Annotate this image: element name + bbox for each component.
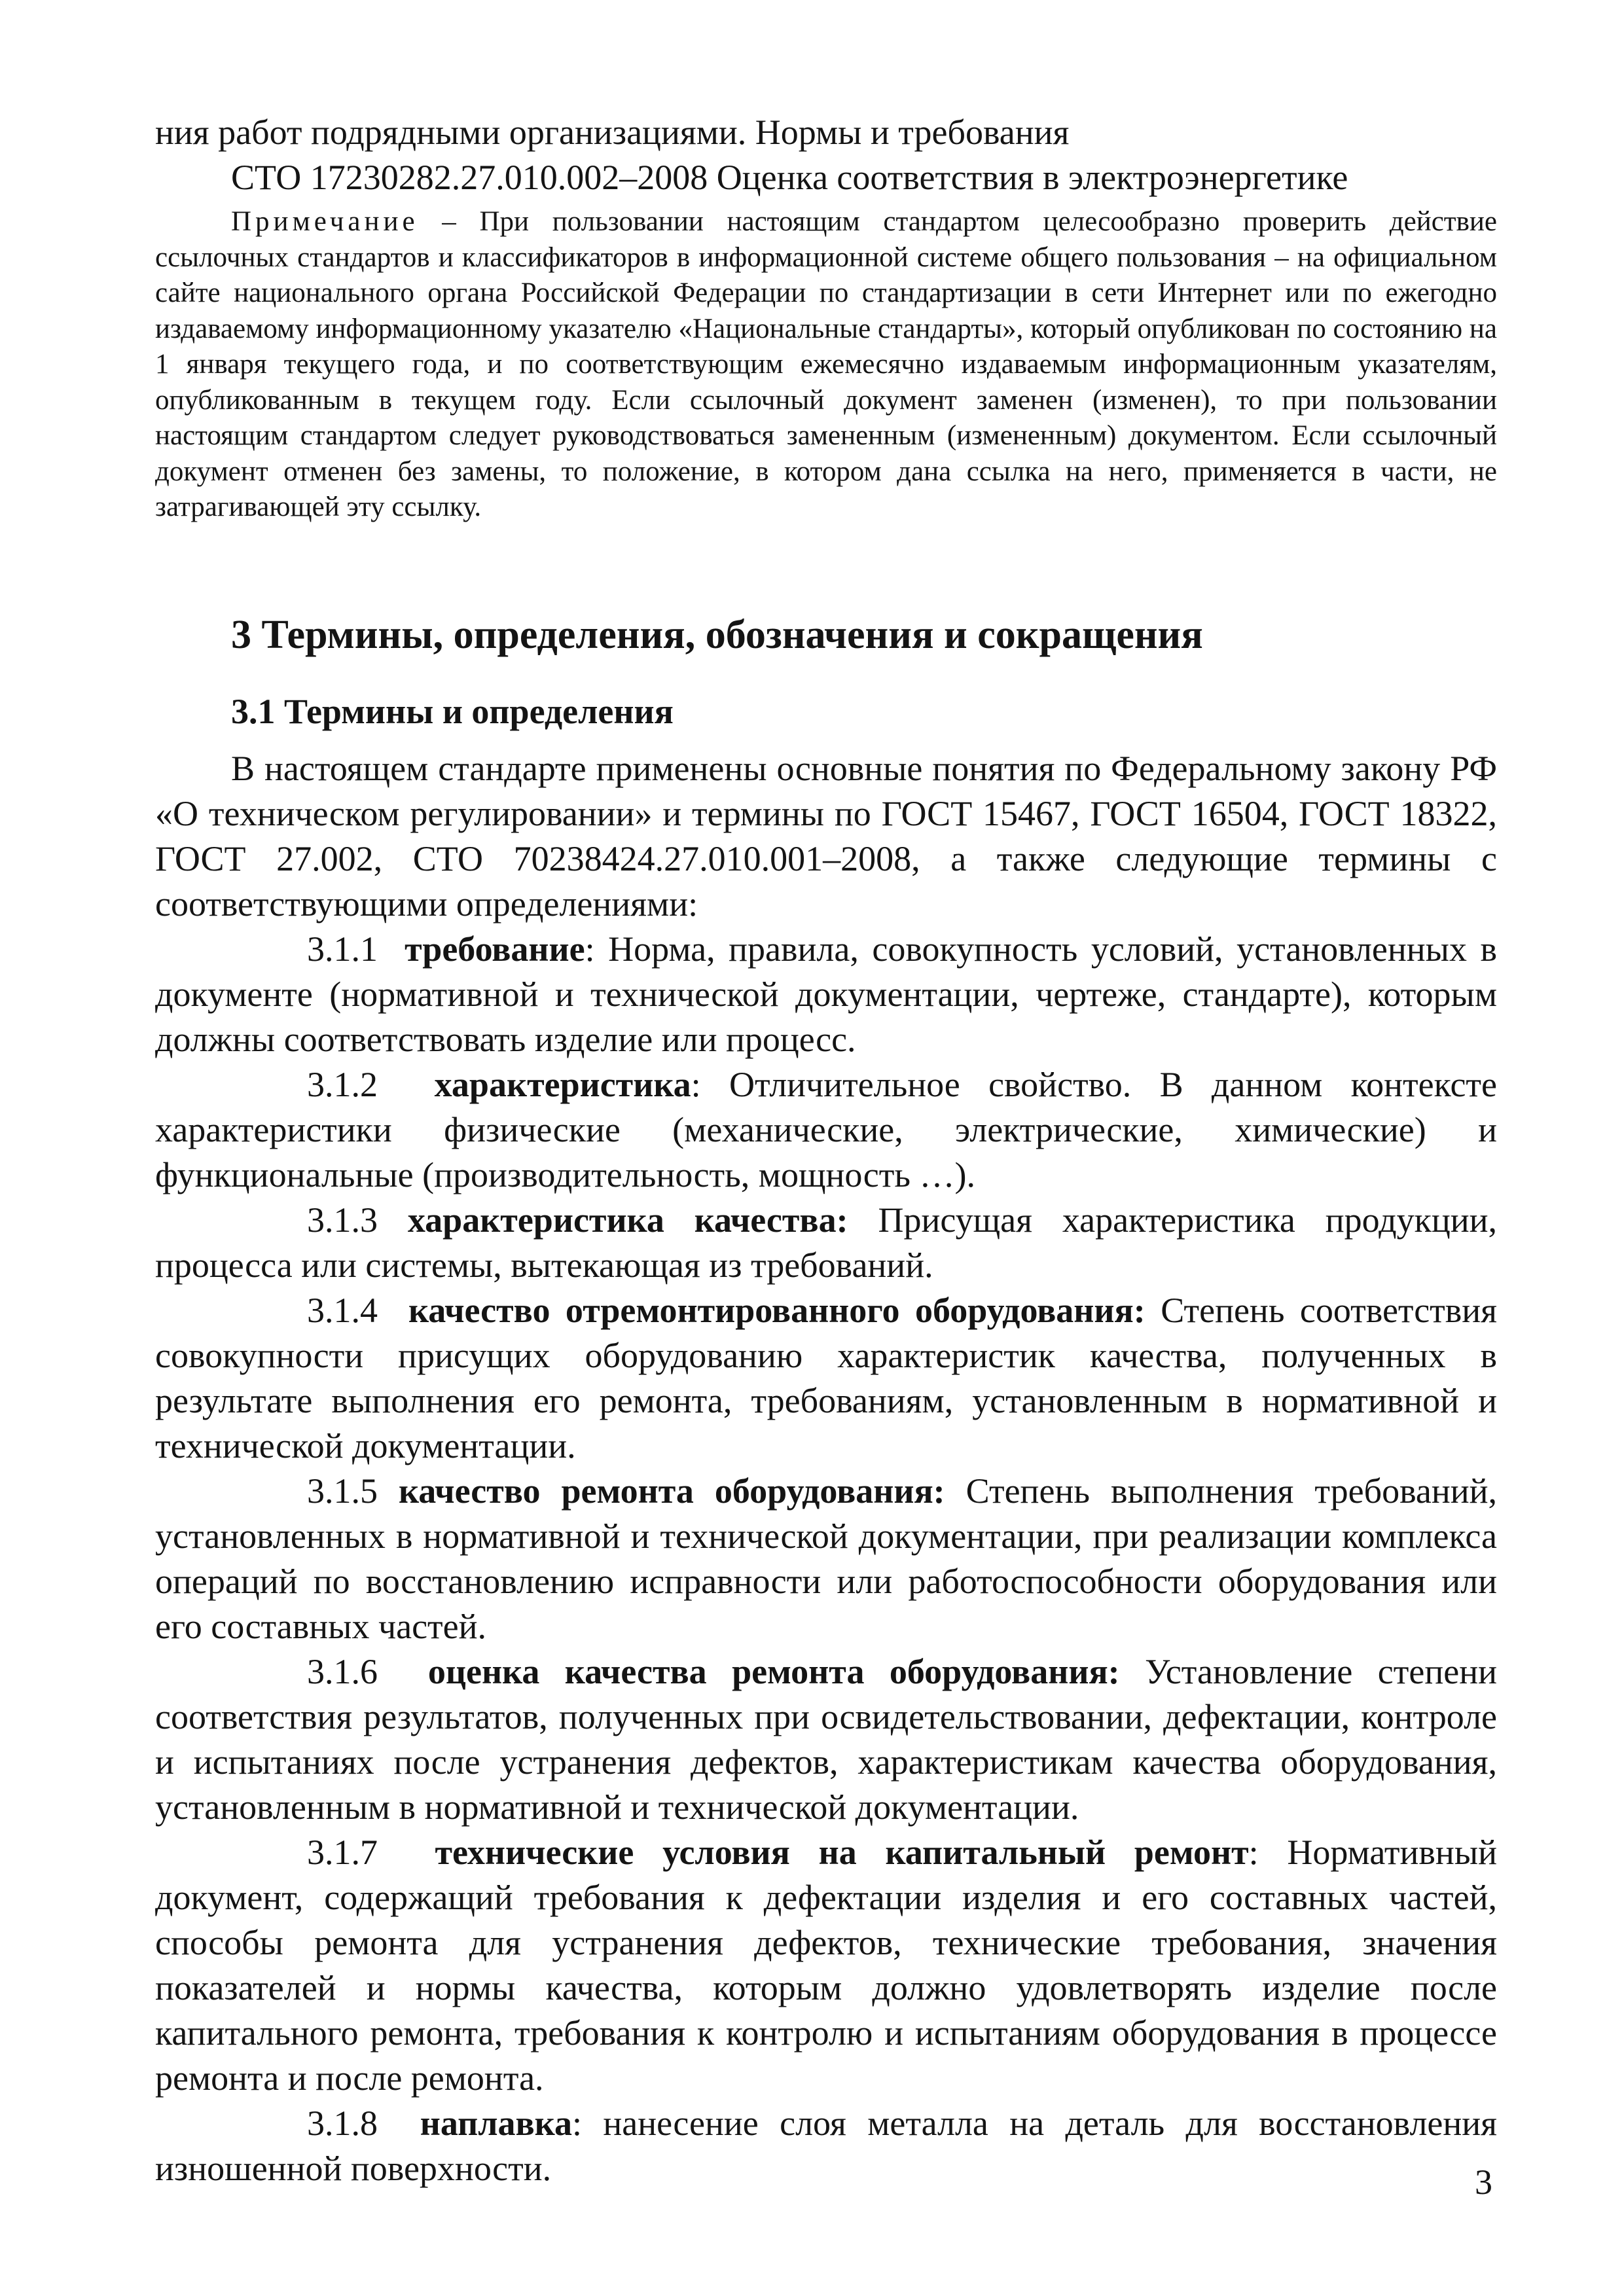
term-3-1-6 (155, 1649, 1497, 1830)
term-3-1-8 (155, 2101, 1497, 2191)
term-3-1-4 (155, 1288, 1497, 1469)
term-number: 3.1.2 (307, 1065, 378, 1104)
term-3-1-1 (155, 927, 1497, 1062)
term-definition: : Нормативный документ, содержащий требования к дефектации изделия и его составных частей, способы ремонта для устранения дефектов, технические требования, значения показателей и нормы качества, которым должно удовлетворять изделие после капитального ремонта, требования к контролю и испытаниям оборудования в процессе ремонта и после ремонта. (155, 1833, 1497, 2098)
term-3-1-5 (155, 1469, 1497, 1649)
term-definition: Степень соответствия совокупности присущих оборудованию характеристик качества, полученных в результате выполнения его ремонта, требованиям, установленным в нормативной и технической документации. (155, 1291, 1497, 1465)
term-number: 3.1.7 (307, 1833, 378, 1872)
term-definition: : Отличительное свойство. В данном контексте характеристики физические (механические, электрические, химические) и функциональные (производительность, мощность …). (155, 1065, 1498, 1194)
section-body (155, 746, 1497, 2191)
term-number: 3.1.3 (307, 1200, 378, 1240)
term-name: технические условия на капитальный ремонт (435, 1833, 1249, 1872)
term-name: характеристика качества: (407, 1200, 848, 1240)
section-title: 3 Термины, определения, обозначения и сокращения (231, 613, 1203, 657)
term-name: качество ремонта оборудования: (399, 1471, 945, 1511)
note-text: – При пользовании настоящим стандартом целесообразно проверить действие ссылочных стандартов и классификаторов в информационной системе общего пользования – на официальном сайте национального органа Российской Федерации по стандартизации в сети Интернет или по ежегодно издаваемому информационному указателю «Национальные стандарты», который опубликован по состоянию на 1 января текущего года, и по соответствующим ежемесячно издаваемым информационным указателям, опубликованным в текущем году. Если ссылочный документ заменен (изменен), то при пользовании настоящим стандартом следует руководствоваться замененным (измененным) документом. Если ссылочный документ отменен без замены, то положение, в котором дана ссылка на него, применяется в части, не затрагивающей эту ссылку. (155, 206, 1497, 522)
page-number: 3 (1475, 2162, 1492, 2202)
term-3-1-3 (155, 1198, 1497, 1288)
term-definition: Степень выполнения требований, установленных в нормативной и технической документации, при реализации комплекса операций по восстановлению исправности или работоспособности оборудования или его составных частей. (155, 1471, 1498, 1646)
term-definition: : Норма, правила, совокупность условий, установленных в документе (нормативной и технической документации, чертеже, стандарте), которым должны соответствовать изделие или процесс. (155, 929, 1498, 1059)
subsection-title: 3.1 Термины и определения (231, 692, 674, 731)
term-number: 3.1.4 (307, 1291, 378, 1330)
term-definition: Присущая характеристика продукции, процесса или системы, вытекающая из требований. (155, 1200, 1498, 1285)
term-3-1-7 (155, 1830, 1497, 2101)
term-definition: Установление степени соответствия результатов, полученных при освидетельствовании, дефектации, контроле и испытаниях после устранения дефектов, характеристикам качества оборудования, установленным в нормативной и технической документации. (155, 1652, 1497, 1827)
term-definition: : нанесение слоя металла на деталь для восстановления изношенной поверхности. (155, 2104, 1498, 2188)
term-number: 3.1.8 (307, 2104, 378, 2143)
term-name: оценка качества ремонта оборудования: (427, 1652, 1120, 1691)
term-number: 3.1.1 (307, 929, 378, 969)
continued-reference-line: ния работ подрядными организациями. Нормы и требования (155, 113, 1070, 152)
term-number: 3.1.5 (307, 1471, 378, 1511)
reference-sto-line: СТО 17230282.27.010.002–2008 Оценка соответствия в электроэнергетике (231, 158, 1348, 197)
term-name: характеристика (434, 1065, 691, 1104)
intro-paragraph: В настоящем стандарте применены основные понятия по Федеральному закону РФ «О техническом регулировании» и термины по ГОСТ 15467, ГОСТ 16504, ГОСТ 18322, ГОСТ 27.002, СТО 70238424.27.010.001–2008, а также следующие термины с соответствующими определениями: (155, 749, 1497, 924)
term-3-1-2 (155, 1062, 1497, 1198)
note-paragraph (155, 204, 1497, 526)
term-number: 3.1.6 (307, 1652, 378, 1691)
term-name: требование (405, 929, 585, 969)
term-name: наплавка (420, 2104, 572, 2143)
note-label: Примечание (231, 206, 419, 237)
term-name: качество отремонтированного оборудования: (408, 1291, 1146, 1330)
